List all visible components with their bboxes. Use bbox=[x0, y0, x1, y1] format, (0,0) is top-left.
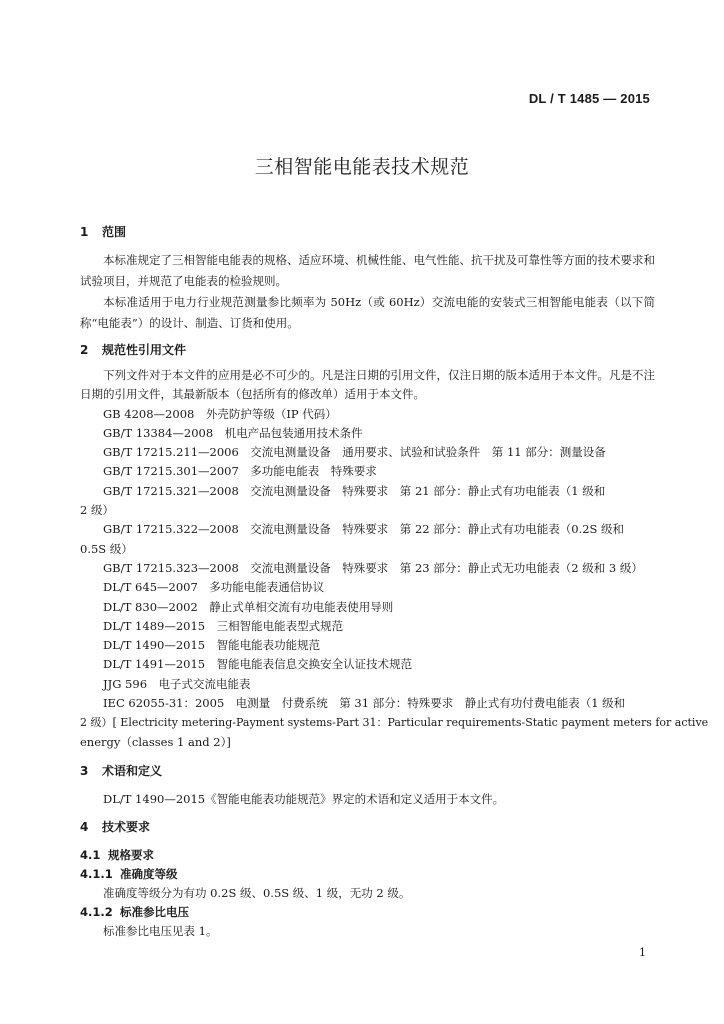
reference-item-continued: 0.5S 级） bbox=[80, 541, 133, 556]
section-1-body bbox=[80, 250, 655, 334]
paragraph: 标准参比电压见表 1。 bbox=[103, 924, 218, 938]
paragraph: DL/T 1490—2015《智能电能表功能规范》界定的术语和定义适用于本文件。 bbox=[103, 792, 505, 806]
reference-item-continued: energy（classes 1 and 2）] bbox=[80, 734, 231, 749]
reference-item: GB/T 17215.322—2008 交流电测量设备 特殊要求 第 22 部分：静止式有功电能表（0.2S 级和 bbox=[103, 522, 625, 537]
section-title: 范围 bbox=[102, 225, 127, 239]
section-number: 3 bbox=[80, 764, 89, 778]
reference-item-continued: 2 级） bbox=[80, 503, 114, 518]
paragraph: 准确度等级分为有功 0.2S 级、0.5S 级、1 级，无功 2 级。 bbox=[103, 886, 411, 900]
subsection-4-1-1-heading bbox=[80, 865, 655, 884]
section-4-body bbox=[80, 846, 655, 941]
section-number: 1 bbox=[80, 225, 89, 239]
reference-item: GB/T 17215.301—2007 多功能电能表 特殊要求 bbox=[103, 464, 377, 479]
subsection-4-1-2-heading bbox=[80, 903, 655, 922]
standard-code: DL / T 1485 — 2015 bbox=[528, 91, 650, 106]
reference-item: GB/T 17215.211—2006 交流电测量设备 通用要求、试验和试验条件 第 11 部分：测量设备 bbox=[103, 445, 606, 460]
subsection-4-1-heading bbox=[80, 846, 655, 865]
section-2-body bbox=[80, 366, 709, 752]
reference-item: DL/T 830—2002 静止式单相交流有功电能表使用导则 bbox=[103, 599, 394, 614]
reference-item: GB/T 17215.321—2008 交流电测量设备 特殊要求 第 21 部分：静止式有功电能表（1 级和 bbox=[103, 483, 606, 498]
section-2-heading bbox=[80, 340, 655, 361]
reference-item: GB 4208—2008 外壳防护等级（IP 代码） bbox=[103, 406, 337, 421]
subsection-title: 标准参比电压 bbox=[120, 905, 189, 919]
section-4-heading bbox=[80, 817, 655, 838]
reference-item: DL/T 1491—2015 智能电能表信息交换安全认证技术规范 bbox=[103, 657, 413, 672]
section-1-heading bbox=[80, 222, 655, 243]
reference-item: JJG 596 电子式交流电能表 bbox=[103, 676, 251, 691]
page-number: 1 bbox=[639, 946, 646, 959]
subsection-title: 准确度等级 bbox=[120, 867, 178, 881]
reference-item: DL/T 1489—2015 三相智能电能表型式规范 bbox=[103, 618, 344, 633]
section-1 bbox=[80, 222, 655, 243]
section-number: 4 bbox=[80, 820, 89, 834]
subsection-title: 规格要求 bbox=[108, 848, 154, 862]
section-title: 术语和定义 bbox=[102, 764, 163, 778]
reference-item: DL/T 1490—2015 智能电能表功能规范 bbox=[103, 638, 321, 653]
reference-item: DL/T 645—2007 多功能电能表通信协议 bbox=[103, 580, 325, 595]
subsection-number: 4.1 bbox=[80, 848, 101, 862]
reference-item: GB/T 13384—2008 机电产品包装通用技术条件 bbox=[103, 425, 363, 440]
section-title: 技术要求 bbox=[102, 820, 151, 834]
paragraph: 下列文件对于本文件的应用是必不可少的。凡是注日期的引用文件，仅注日期的版本适用于本文件。凡是不注日期的引用文件，其最新版本（包括所有的修改单）适用于本文件。 bbox=[80, 368, 655, 402]
paragraph: 本标准规定了三相智能电能表的规格、适应环境、机械性能、电气性能、抗干扰及可靠性等方面的技术要求和试验项目，并规范了电能表的检验规则。 bbox=[80, 253, 655, 288]
section-3-heading bbox=[80, 761, 655, 782]
section-number: 2 bbox=[80, 343, 89, 357]
section-3-body bbox=[80, 789, 655, 810]
document-title: 三相智能电能表技术规范 bbox=[254, 156, 470, 178]
paragraph: 本标准适用于电力行业规范测量参比频率为 50Hz（或 60Hz）交流电能的安装式三相智能电能表（以下简称“电能表”）的设计、制造、订货和使用。 bbox=[80, 295, 655, 330]
reference-item: GB/T 17215.323—2008 交流电测量设备 特殊要求 第 23 部分：静止式无功电能表（2 级和 3 级） bbox=[103, 560, 643, 575]
subsection-number: 4.1.2 bbox=[80, 905, 113, 919]
section-title: 规范性引用文件 bbox=[102, 343, 187, 357]
subsection-number: 4.1.1 bbox=[80, 867, 113, 881]
reference-item-continued: 2 级）[ Electricity metering-Payment systems-Part 31：Particular requirements-Static payment meters for active bbox=[80, 716, 709, 730]
reference-item: IEC 62055-31：2005 电测量 付费系统 第 31 部分：特殊要求 静止式有功付费电能表（1 级和 bbox=[103, 696, 626, 711]
